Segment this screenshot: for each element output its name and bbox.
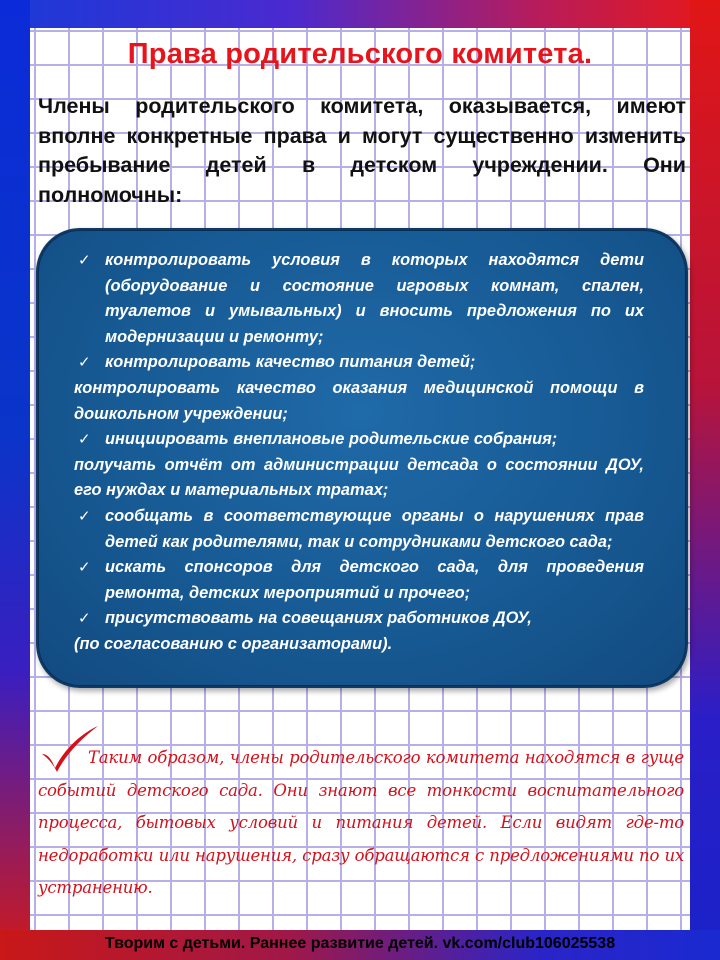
right-item	[74, 248, 644, 350]
checkmark-icon: ✓	[78, 354, 91, 372]
right-item	[74, 350, 644, 376]
right-item	[74, 632, 644, 658]
right-item-text: присутствовать на совещаниях работников ДОУ,	[105, 609, 532, 628]
checkmark-icon: ✓	[78, 431, 91, 449]
right-item-text: сообщать в соответствующие органы о нарушениях прав детей как родителями, так и сотрудниками детского сада;	[105, 506, 644, 551]
footer-credit: Творим с детьми. Раннее развитие детей. vk.com/club106025538	[104, 935, 616, 952]
right-item-text: контролировать качество оказания медицинской помощи в дошкольном учреждении;	[74, 378, 644, 423]
checkmark-icon: ✓	[78, 252, 91, 269]
checkmark-icon: ✓	[78, 610, 91, 628]
right-item-text: искать спонсоров для детского сада, для проведения ремонта, детских мероприятий и прочего;	[105, 558, 644, 602]
right-item	[74, 504, 644, 555]
intro-paragraph: Члены родительского комитета, оказывается, имеют вполне конкретные права и могут существенно изменить пребывание детей в детском учреждении. Они полномочны:	[38, 94, 686, 207]
conclusion-paragraph: Таким образом, члены родительского комитета находятся в гуще событий детского сада. Они знают все тонкости воспитательного процесса, бытовых условий и питания детей. Если видят где-то недоработки или нарушения, сразу обращаются с предложениями по их устранению.	[38, 748, 684, 897]
right-item-text: контролировать условия в которых находятся дети (оборудование и состояние игровых комнат, спален, туалетов и умывальных) и вносить предложения по их модернизации и ремонту;	[105, 251, 644, 346]
checkmark-icon: ✓	[78, 559, 91, 577]
right-item	[74, 606, 644, 632]
right-item	[74, 453, 644, 504]
checkmark-icon: ✓	[78, 507, 91, 525]
frame-left	[0, 0, 30, 960]
right-item	[74, 376, 644, 427]
frame-top	[0, 0, 720, 28]
right-item-text: инициировать внеплановые родительские собрания;	[105, 430, 558, 449]
right-item-text: контролировать качество питания детей;	[105, 353, 476, 372]
rights-list	[74, 248, 644, 658]
right-item-text: (по согласованию с организаторами).	[74, 634, 393, 653]
right-item	[74, 555, 644, 606]
page-title: Права родительского комитета.	[127, 38, 593, 70]
right-item-text: получать отчёт от администрации детсада о состоянии ДОУ, его нуждах и материальных тратах;	[74, 455, 644, 500]
right-item	[74, 427, 644, 453]
frame-right	[690, 0, 720, 960]
